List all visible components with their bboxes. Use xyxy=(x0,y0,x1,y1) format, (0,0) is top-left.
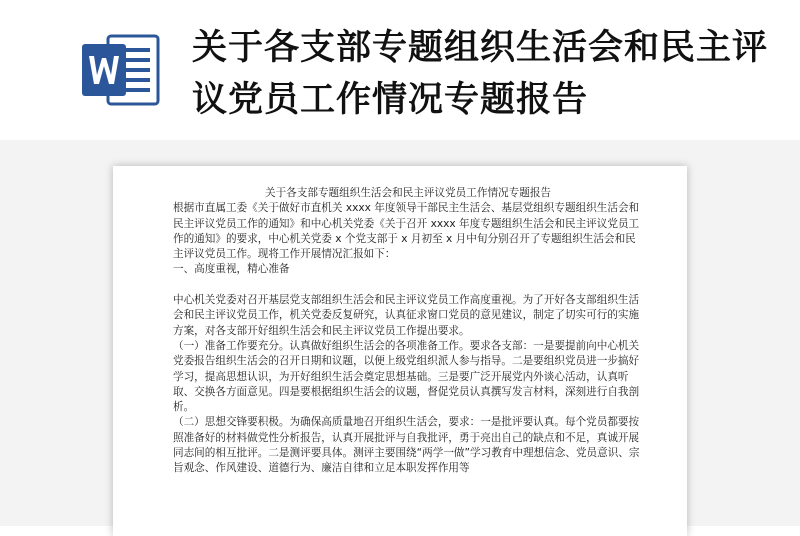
word-document-icon xyxy=(78,30,164,110)
paragraph-overview: 中心机关党委对召开基层党支部组织生活会和民主评议党员工作高度重视。为了开好各支部组织生活会和民主评议党员工作，机关党委反复研究，认真征求窗口党员的意见建议，制定了切实可行的实施方案，对各支部开好组织生活会和民主评议党员工作提出要求。 xyxy=(173,294,640,337)
paragraph-intro: 根据市直属工委《关于做好市直机关 xxxx 年度领导干部民主生活会、基层党组织专题组织生活会和民主评议党员工作的通知》和中心机关党委《关于召开 xxxx 年度专题组织生活会和民主评议党员工作的通知》的要求，中心机关党委 x 个党支部于 x 月初至 x 月中旬分别召开了专题组织生活会和民主评议党员工作。现将工作开展情况汇报如下： xyxy=(173,202,640,261)
header-banner xyxy=(0,0,800,140)
blank-line xyxy=(173,278,643,293)
paragraph-criticism: （二）思想交锋要积极。为确保高质量地召开组织生活会，要求：一是批评要认真。每个党员都要按照准备好的材料做党性分析报告，认真开展批评与自我批评，勇于亮出自己的缺点和不足，真诚开展同志间的相互批评。二是测评要具体。测评主要围绕“两学一做”学习教育中理想信念、党员意识、宗旨观念、作风建设、道德行为、廉洁自律和立足本职发挥作用等 xyxy=(173,416,640,475)
paragraph-preparation: （一）准备工作要充分。认真做好组织生活会的各项准备工作。要求各支部：一是要提前向中心机关党委报告组织生活会的召开日期和议题，以便上级党组织派人参与指导。二是要组织党员进一步搞好学习，提高思想认识，为开好组织生活会奠定思想基础。三是要广泛开展党内外谈心活动，认真听取、交换各方面意见。四是要根据组织生活会的议题，督促党员认真撰写发言材料，深刻进行自我剖析。 xyxy=(173,339,640,414)
page-title: 关于各支部专题组织生活会和民主评议党员工作情况专题报告 xyxy=(192,28,769,120)
document-title: 关于各支部专题组织生活会和民主评议党员工作情况专题报告 xyxy=(264,187,552,199)
section-heading-1: 一、高度重视，精心准备 xyxy=(173,263,290,276)
document-page xyxy=(113,166,687,536)
document-body xyxy=(173,186,643,477)
